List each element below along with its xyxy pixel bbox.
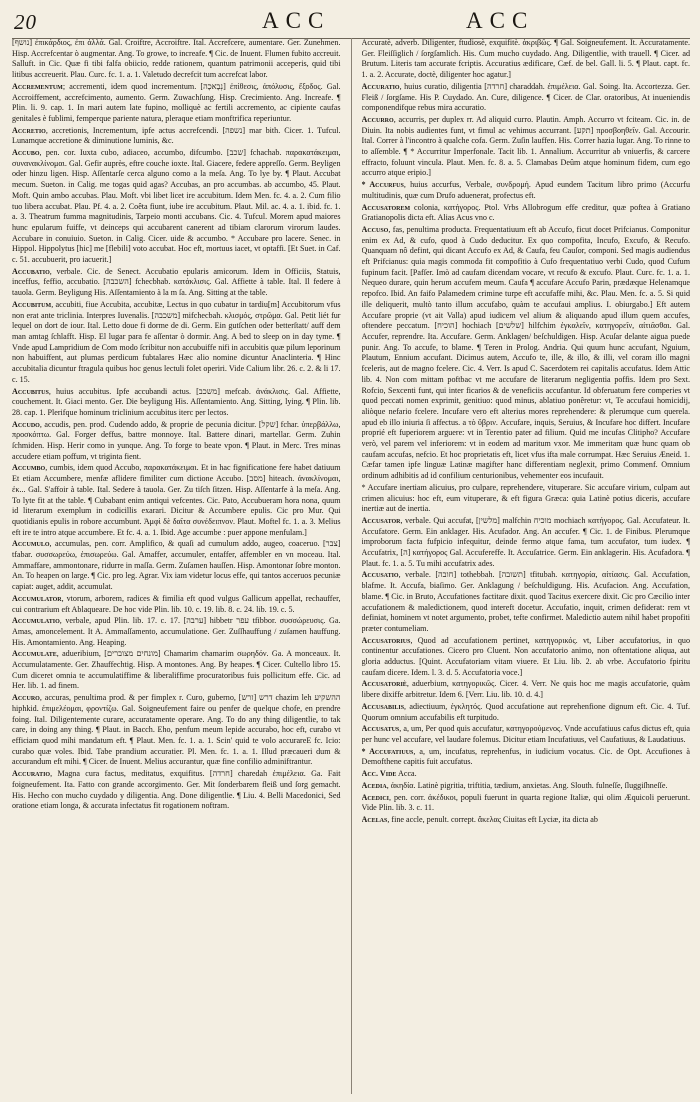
entry-text: [נושף] ἐπικάρδιος, ἐπι ἀλλά. Gal. Croiftre, Accroiftre. Ital. Accrefcere, aumentare. Ger. Zunehmen. Hisp. Accrefcentar ò augmentar. Ang. To growe, to increafe. ¶ Cic. de Inuent. Flumen fubito accreuit. Salluft. in Cic. Quæ fi tibi falfa obiicio, redde rationem, quantum patrimonii acceperis, quid tibi litibus accreuerit. Plau. Curc. fc. 1. a. 1. Valetudo decrefcit tum accrefcat labor.: [12, 38, 341, 80]
entry-headword: Accubatio: [12, 266, 50, 276]
entry-text: , accubiti, fiue Accubita, accubitæ, Lectus in quo cubatur in tardiu[m] Accubitorum vfus non erat ante triclinia. Interpres Iuvenalis. [משכבה] mifchecbah. κλισμός, στρῶμα. Gal. Petit liét fur lequel on dort de iour. Ital. Letto doue fi dorme de di. Germ. Ein gutſchen oder betterſtatt/ auff dem man amtag ſchlafft. Hisp. El lugar para fe aſſentar ò dormir. Ang. A bed to sleep on in day tyme. ¶ Vnde apud Lampridium de Com modo ſcribitur non accubuiffe nifi in accubitis quæ pilum leporinum non habuiffent, aut plumas perdicum fubtalares Hæc alio nomine dicuntur Anaclinteria. ¶ Hinc accubitalia dicuntur ftragula quibus hoc genus lectuli folet operiri. Vide Calium libr. 26. c. 2. & li 17. c. 15.: [12, 299, 341, 384]
entry-text: Acca.: [396, 769, 417, 779]
entry-headword: Acedia: [361, 780, 387, 790]
entry-text: , pen. corr. ἀκέδικοι, populi fuerunt in quarta regione Italiæ, qui olim Æquicoli peruerunt. Vide Plin. lib. 3. c. 11.: [361, 792, 690, 813]
dictionary-entry: [362, 724, 691, 745]
entry-headword: Accuratio: [361, 81, 400, 91]
left-column: [12, 38, 341, 1094]
entry-headword: Accrementum: [12, 81, 63, 91]
dictionary-entry: [12, 649, 341, 692]
entry-headword: Acc. Vide: [361, 769, 397, 779]
dictionary-entry: [12, 769, 341, 812]
entry-text: , verbale. Cic. de Senect. Accubatio epularis amicorum. Idem in Officiis, Statuis, inceffus, feffio, accubatio. [השכבה] fchecbhab. κατάκλισις. Gal. Affiette à table. Ital. Il federe à tauola. Germ. Beyligung His. Aſſentamiento à la m ſa. Ang. Sitting at the table.: [12, 266, 341, 298]
entry-headword: Accuſatorius: [361, 635, 411, 645]
dictionary-entry: [362, 570, 691, 634]
entry-text: , ἀκηδία. Latinè pigritia, triftitia, tædium, anxietas. Ang. Slouth. fulneſſe, ſluggiſhneſſe.: [386, 780, 668, 790]
entry-headword: Accuſator: [361, 515, 401, 525]
entry-headword: Accuro: [12, 693, 40, 703]
dictionary-entry: [362, 636, 691, 679]
dictionary-entry: [12, 420, 341, 463]
page-header: [12, 8, 690, 39]
text-columns: [12, 38, 690, 1094]
entry-headword: * Accurfus: [361, 180, 404, 190]
entry-headword: Acelas: [361, 814, 388, 824]
entry-headword: Accuſatus: [361, 724, 400, 734]
dictionary-entry: [362, 679, 691, 700]
entry-text: , huius accubitus. Ipfe accubandi actus. [משכב] mefcab. ἀνάκλισις. Gal. Affiette, couchement. It. Giaci mento. Ger. Die beyligung His. Aſſentamiento. Ang. Sitting, lying. ¶ Plin. lib. 28. cap. 1. Plerifque hominum triclinium accubitus iterc per lectos.: [12, 386, 341, 417]
dictionary-entry: [12, 539, 341, 593]
dictionary-entry: [362, 82, 691, 114]
entry-text: , a, um, incufatus, reprehenfus, in iudicium vocatus. Cic. de Opt. Accufiones à Demofthene capitis fuit accufatus.: [361, 746, 690, 767]
entry-text: * Accufare inertiam alicuius, pro culpare, reprehendere, vituperare. Sic accufare virium, culpam aut crimen alicuius: hoc eft, eum vituperare, & eft figura Græca: quia Latinè potius diceris, accufare inertiæ aut de inertia.: [361, 482, 690, 514]
running-head-right: ACC: [466, 8, 535, 33]
column-divider: [351, 38, 352, 1094]
right-column: [362, 38, 691, 1094]
dictionary-entry: [12, 267, 341, 299]
dictionary-entry: [12, 126, 341, 147]
dictionary-entry: [362, 38, 691, 81]
entry-text: , Magna cura factus, meditatus, exquifitus. [חרדה] charedah ἐπιμέλεια. Ga. Fait foigneufement. Ita. Fatto con grande accorgimento. Ger. Mit ſonderbarem fleiß und ſorg gemacht. His. Hecho con mucho cuydado y diligentia. Ang. Done diligentlie. ¶ Liu. 4. Belli Macedonici, Sed oratione etiam longa, & accurata infectatus fit rogationem noftram.: [12, 769, 341, 811]
entry-text: ; accrementi, idem quod incrementum. [נְבָאכָה] ἐπίθεσις, ἀπόλυσις, ἔξοδος. Gal. Accroiffement, accrefcimento, aumento. Germ. Zuwachſung. Hisp. Crecimiento. Ang. Increafe. ¶ Plin. li. 9. cap. 1. In mari autem late fupino, molliquè ac fertili accremento, ac cipiente caufas genitales è fublimi, femperque pariente natura, pleraque etiam monftrifica reperiuntur.: [12, 81, 341, 123]
dictionary-entry: [12, 38, 341, 81]
dictionary-entry: [362, 747, 691, 768]
dictionary-entry: [362, 483, 691, 515]
dictionary-entry: [362, 180, 691, 201]
entry-text: , adiectiuum, ἐγκλητός. Quod accufatione aut reprehenfione dignum eft. Cic. 4. Tuf. Quorum omnium accufabilis eft turpitudo.: [361, 701, 690, 722]
entry-text: , accretionis, Incrementum, ipfe actus accrefcendi. [נשפה] mar bith. Cicer. 1. Tufcul. Lunamque accretione & diminutione luminis, &c.: [12, 125, 341, 146]
dictionary-entry: [12, 82, 341, 125]
entry-headword: Accurro: [361, 114, 394, 124]
page-number: 20: [14, 10, 37, 34]
entry-text: , vtorum, arborem, radices & fimilia eft quod vulgus Gallicum appellat, rechauffer, cui contrarium eft Ablaqueare. De hoc vide Plin. lib. 10. c. 19. lib. 8. c. 24. lib. 19. c. 5.: [12, 593, 341, 614]
entry-headword: Accusatorem: [361, 202, 411, 212]
entry-headword: Accubo: [12, 148, 40, 158]
entry-headword: * Accufatiuus: [361, 746, 414, 756]
entry-text: , fine accle, penult. corrept. ἄκελας Ciuitas eft Lyciæ, ita dicta ab: [387, 814, 598, 824]
entry-headword: Acedici: [361, 792, 390, 802]
entry-text: Accuratè, adverb. Diligenter, ftudiosè, exquifitè. ἀκριβῶς. ¶ Gal. Soigneufement. It. Accuratamente. Ger. Fleiſſiglich / ſorgſamlich. His. Cum mucho cuydado. Ang. Diligentlie, with trauell. ¶ Cicer. ad Brutum. Literis tam accurate fcriptis. Accuratius ædificare, Cæf. de bel. Gall. li. 5. ¶ Plaut. capt. fc. 1. a. 2. Accurate, doctè, diligenter hoc agatur.]: [361, 38, 690, 80]
entry-text: , adueribium, [מונחים מצוברים] Chamarim chamarim σωρηδόν. Ga. A monceaux. It. Accumulatamente. Ger. Zhauffechtig. Hisp. A montones. Ang. By heapes. ¶ Cicer. Cultello libro 15. Cum diceret omnia te accumulatiffime & liberaliffime procuratoribus fuis pollicitum effe. Cic. ad Her. lib. 1. ad finem.: [12, 649, 341, 691]
dictionary-entry: [12, 463, 341, 538]
entry-headword: Accumulo: [12, 539, 50, 549]
entry-text: , Quod ad accufationem pertinet, κατηγορικός. vt, Liber accufatorius, in quo continentur accufationes. Cicero pro Cluent. Non accufatorio animo, non oftentatione aliqua, aut gloria adductus. [Quint. Accufatoriam vitam viuere. Et Liu. lib. 2. ab vrbe. Accufatorio fpiritu caufam dicere. Idem. l. 3. d. 5. Accufatoria voce.]: [361, 635, 690, 677]
entry-text: , a, um, Per quod quis accufatur, κατηγορούμενος. Vnde accufatiuus cafus dictus eft, quia per hunc vel accufare, vel laudare folemus. Dicitur etiam Incufatiuus, vel Caufatiuus, & Laudatiuus.: [361, 724, 690, 744]
dictionary-entry: [12, 148, 341, 266]
entry-headword: Accumulator: [12, 593, 62, 603]
entry-text: , accuras, penultima prod. & per fimplex r. Curo, guberno, [זרש] דרש chazim leh ההשקיע hiphkid. ἐπιμελέομαι, φροντίζω. Gal. Soigneufement faire ou penfer de quelque chofe, en prendre foing. Ital. Diligentemente curare, accuratamente operare. Ang. To do any thing diligentlie, to tak care, in doing any thing. ¶ Plaut. in Bacch. Eho, penfum meum lepide accurabo, hoc eft, curabo vt efficiam quod mihi mandatum eft. ¶ Plaut. Men. fc. 1. a. 1. Scin' quid te volo accurareE fc. Icio: curabo quæ voles. Ibid. Tabe prandium accuratier. Pl. Men. fc. 1. a. 1. Illud præcaueri dum & accurandum eft mihi. ¶ Cicer. de Inuent. Melius accurantur, quæ fine confilio adminiftrantur.: [12, 693, 341, 767]
entry-headword: Accuratio: [12, 769, 51, 779]
running-head-left: ACC: [262, 8, 331, 33]
entry-text: , accudis, pen. prod. Cudendo addo, & proprie de pecunia dicitur. [שקל] fchar. ὑπερβάλλω, προσκόπτω. Gal. Forger deffus, battre monnoye. Ital. Battere dinari, martellar. Germ. Zuhin ſchmiden. Hisp. Herir como in yunque. Ang. To forge to beate vpon. ¶ Plaut. in Merc. Tres minas accudere etiam poffum, vt triginta fient.: [12, 419, 341, 461]
entry-text: colonia, κατήγορος. Ptol. Vrbs Allobrogum effe creditur, quæ poftea à Gratiano Gratianopolis dicta eft. Alias Acus vno c.: [361, 202, 690, 223]
entry-headword: Accubitum: [12, 299, 52, 309]
dictionary-entry: [362, 516, 691, 570]
entry-text: , cumbis, idem quod Accubo, παρακατάκειμαι. Et in hac fignificatione fere habet datiuum Et etiam Accumbere, menfæ aflidere fimiliter cum dictione Accubo. [מסב] hiteach. ἀνακλίνομαι, ἐκ... Gal. S'affoir à table. Ital. Sedere à tauola. Ger. Zu tiſch ſitzen. Hisp. Aſſentarfe à la meſa. Ang. To lyte fit at the table. ¶ Cubabant enim antiqui vefcentes. Cic. Pato, Accubueram hora nona, quum id literarum exemplum in codicillis exarari. Dicitur & Accumbere epulis. Cic pro Mur. Qui quotidianis epulis in robore accumbunt. Ἀμφὶ δὲ δαῖτα συνέδειπνον. Plaut. Moftel fc. 1. a. 3. Melius eft ire te intro atque accumbere. Et fc. 4. a. 1. Ibid. Age accumbe : puer appone menfulam.]: [12, 463, 341, 537]
entry-headword: Accuſatio: [361, 570, 399, 580]
entry-headword: Accuſo: [361, 224, 389, 234]
dictionary-entry: [12, 616, 341, 648]
dictionary-entry: [362, 781, 691, 792]
dictionary-entry: [12, 693, 341, 768]
entry-text: , huius accurfus, Verbale, συνδρομή. Apud eundem Tacitum libro primo (Accurfu multitudinis, quæ cum Drufo aduenerat, profectus eft.: [361, 180, 690, 200]
dictionary-entry: [12, 594, 341, 615]
dictionary-entry: [362, 203, 691, 224]
entry-text: , pen. cor. Iuxta cubo, adiaceo, accumbo, difcumbo. [שכב] fchachab. παρακατάκειμαι, συνανακλίνομαι. Gal. Gefir auprès, eftre couche ioxte. Ital. Giacere, federe appreſſo. Germ. Beyligen oder hinzu ligen. Hisp. Aſſentarſe cerca alguno como a la meſa. Ang. To lye by. ¶ Plaut. Accubat mecum. Sueton. in Calig. me togas quid agas? Accubas, an pro accumbas. ab accumbo, 45. Plaut. Moft. Quin ambo accubas. Plau. Moft. vbi libet licet ire accubitum. Idem Men. fc. 4. a. 2. Cum filio tuo libera accubat. Plau. Pf. 4. a. 2. Coêta fiunt, iube ire accubitum. Plaut. Mil. ac. 4. a. 1. ibid. fc. 1. a. 3. Theatrum fumma magnitudinis, Tarpeio monti accubans. Cic. 4. Tufcul. Morem apud maiores hunc epularum fuiffe, vt deinceps qui accubarent canerent ad tibiam clarorum virorum laudes. Accubare in conuiuio. Sueton. in Calig. Cicer. uide & accumbo. * Accubare pro lacere. Senec. in Hippol. Hippolytus [hic] me [flebili] voto accubat. Hoc eft, mortuus iacet, vt optaffi. [Et Suet. in Caf. c. 51. accubuerit, pro iacuerit.]: [12, 148, 341, 265]
dictionary-entry: [362, 793, 691, 814]
dictionary-entry: [12, 300, 341, 386]
entry-headword: Accuſatoriè: [361, 679, 407, 689]
entry-text: , verbale. [חובה] tothebbah. [תשובה] tfitubah. κατηγορία, αἰτίασις. Gal. Accufation, blafme. It. Accufa, biaſimo. Ger. Anklagung / beſchuldigung. His. Acufacion. Ang. Accufation, blame. ¶ Cic. in Bruto, Accufationes factitare dixit. quod Tacitus exercere dixit. Cic pro Cæcilio inter accufationem & maledictionem, quod intereft docetur. Accufatio, inquit, crimen defiderat: rem vt definiat, hominem vt notet argumento, probet, tefte confirmet. Maledictio autem nihil habet propofiti præter contumeliam.: [361, 570, 690, 633]
entry-text: , verbale, apud Plin. lib. 17. c. 17. [ערבה] hibbetr עפר tfibbor. συσσώρευσις. Ga. Amas, amoncelement. It A. Ammaſſamento, accumulatione. Ger. Zuſſhauffung / zuſamen hauffung. His. Amontamiento. Ang. Heaping.: [12, 616, 341, 647]
entry-headword: Accuſabilis: [361, 701, 405, 711]
entry-text: , accurris, per duplex rr. Ad aliquid curro. Plautin. Amph. Accurro vt fciteam. Cic. in. de Diuin. Ita nobis audientes funt, vt fimul ac vehimus accurrant. [תקע] προσβοηθεῖν. Gal. Accourir. Ital. Correr à l'incontro à qualche cofa. Germ. Zuſin lauffen. His. Correr hazia lugar. Ang. To rinne to to aſſemble. ¶ * Accurritur Imperfonale. Tacit lib. 1. Annalium. Accurritur ab vniuerfis, & carcere effracto, foluunt vincula. Plaut. Men. fc. 8. a. 5. Clamabas Deûm atque hominum fidem, cum ego accurro atque eripio.]: [361, 114, 690, 178]
entry-text: , fas, penultima producta. Frequentatiuum eft ab Accufo, ficut docet Prifcianus. Componitur enim ex Ad, & cufo, quod à Cudo deducitur. Ex quo compofita, Incufo, Excufo, & Recufo. Quanquam nô defint, qui dicant Accufo ex Ad, & Caufa, feu Cauſor, componi. Sed magis audiendus eft Prifcianus: quia magis commoda fit compofitio à Cufo frequentatiuo verbi Cudo, quod Cufum fupinum facit. [Pafſer. Imò ad caufam dicendam vocare, vt recufo & excufo. Plaut. Curc. fc. 1. a. 1. Nequeo durare, quin herum accufem meum. Caufa ¶ accufare Accufo Parin, prædæque Helenamque repofco. Ibid. An faifo Palamedem crimine turpe eft accufaffe mihi, &c. Plau. Men. fc. a. 5. Si quid ille deliquerit, multò tanto illum accufabo, quàm te accufaui amplius. I. obiurgabo.] Eft autem Accufare proprie (vt ait Valla) apud iudicem vel alium & aliquando apud illum quem accufes, oftendere peccatum. [הוכיח] hochiach [שלשים] hilfchim ἐγκαλεῖν, κατηγορεῖν, αἰτιᾶσθαι. Gal. Accufer, reprendre. Ita. Accufare. Germ. Anklagen/ beſchuldigen. Hisp. Acuſar delante aigua puede punir. Ang. To accufe, to blame. ¶ Teren in Prolog. Andria. Qui quum hunc accufant, Nguium, Plautum, Ennium accufant. Dicimus autem, Accufo te, ille, & illo, & illi, vel coram illo magni fceleris, aut de magno fcelere. Cic. 4. Verr. Is apud C. Sacerdotem rei capitalis accufatus. Idem Attic lib. 4. Non com mittam poftbac vt me accufare de literarum negligentia poffis. Idem pro Sext. Rofcio, Sexcenti funt, qui inter ficarios & de veneficiis accufantur. Id obferuatum fere comperies vt quod peccati nomen exprimit, genitiuo: quod minus, ablatiuo ponêretur: vt, Te accufaui homicidij, aliòque nefario fcelere. Incufare vero eft alterius mores reprehendere: & plerumque cum querela. apud eb illo iniuria ſi affectus. a τὸ ὕβριν. Accufare, inquis, Seruius, & Incufare hoc differt. Incufare proprié eft fuperiorem arguere: vt in Terentio pater ad filium. Quid me incufas Clitipho? Accufare verò, vel parem vel inferiorem: vt in eodem ad maritum vxor. Me immeritam quæ hunc quam ob caufam accufas, nefcio. Et hoc proprietatis eft, licet vfus ifta male corrumpat. Hæc Seruius Æneid. 1. Cæfar tamen ipfe linguæ Latinæ magifter hanc differentiam neglexit, primo Commenf. Omnium ordinum adhibitis ad id confilium centurionibus, vehementer eos incufauit.: [361, 224, 690, 481]
entry-headword: Accudo: [12, 419, 40, 429]
dictionary-entry: [362, 115, 691, 179]
dictionary-entry: [362, 702, 691, 723]
dictionary-entry: [362, 225, 691, 482]
dictionary-entry: [362, 769, 691, 780]
entry-text: , huius curatio, diligentia [חרדה] charaddah. ἐπιμέλεια. Gal. Soing. Ita. Accortezza. Ger. Fleiß / ſorgſame. His P. Cuydado. An. Cure, diligence. ¶ Cicer. de Clar. oratoribus, At inueniendis componendifque rebus mira accuratio.: [361, 81, 690, 113]
entry-headword: Accubitus: [12, 386, 49, 396]
entry-headword: Accumulatio: [12, 616, 60, 626]
entry-headword: Accumulate: [12, 649, 57, 659]
entry-text: , accumulas, pen. corr. Amplifico, & quaſi ad cumulum addo, augeo, coaceruo. [צבר] tfabar. συσσωρεύω, ἐπισωρεύω. Gal. Amaffer, accumuler, entaffer, affembler en vn moceau. Ital. Ammaffare, ammontonare, ridurre in maſſa. Germ. Zuſamen hauſſen. Hisp. Amontonar ſobre monton. An. To heapen on large. ¶ Cic. pro leg. Agrar. Vix iam videtur locus effe, qui tantos acceruos pecuniæ capiat: auget, addit, accumulat.: [12, 539, 341, 592]
entry-headword: Accumbo: [12, 463, 46, 473]
entry-headword: Accretio: [12, 125, 46, 135]
dictionary-entry: [362, 815, 691, 826]
entry-text: , aduerbium, κατηγορικῶς. Cicer. 4. Verr. Ne quis hoc me magis accufatorie, quàm libere dixiffe arbitretur. Idem 6. [Verr. Liu. lib. 10. d. 4.]: [361, 679, 690, 700]
entry-text: , verbale. Qui accufat, [מלשין] malfchin מוכיח mochiach κατήγορος. Gal. Accufateur. It. Accufatore. Germ. Ein anklager. His. Acufador. Ang. An accufer. ¶ Cic. 1. de Finibus. Plerumque improborum facta fufpicio infequitur, deinde fermo atque fama, tum accufator, tum iudex. ¶ Accufatrix, [ה] κατήγορος Gal. Accufereffe. It. Accuſatrice. Germ. Ein anklagerin. His. Acufadora. ¶ Plaut. fc. 1. a. 5. Tu mihi accufatrix ades.: [361, 515, 690, 568]
dictionary-entry: [12, 387, 341, 419]
